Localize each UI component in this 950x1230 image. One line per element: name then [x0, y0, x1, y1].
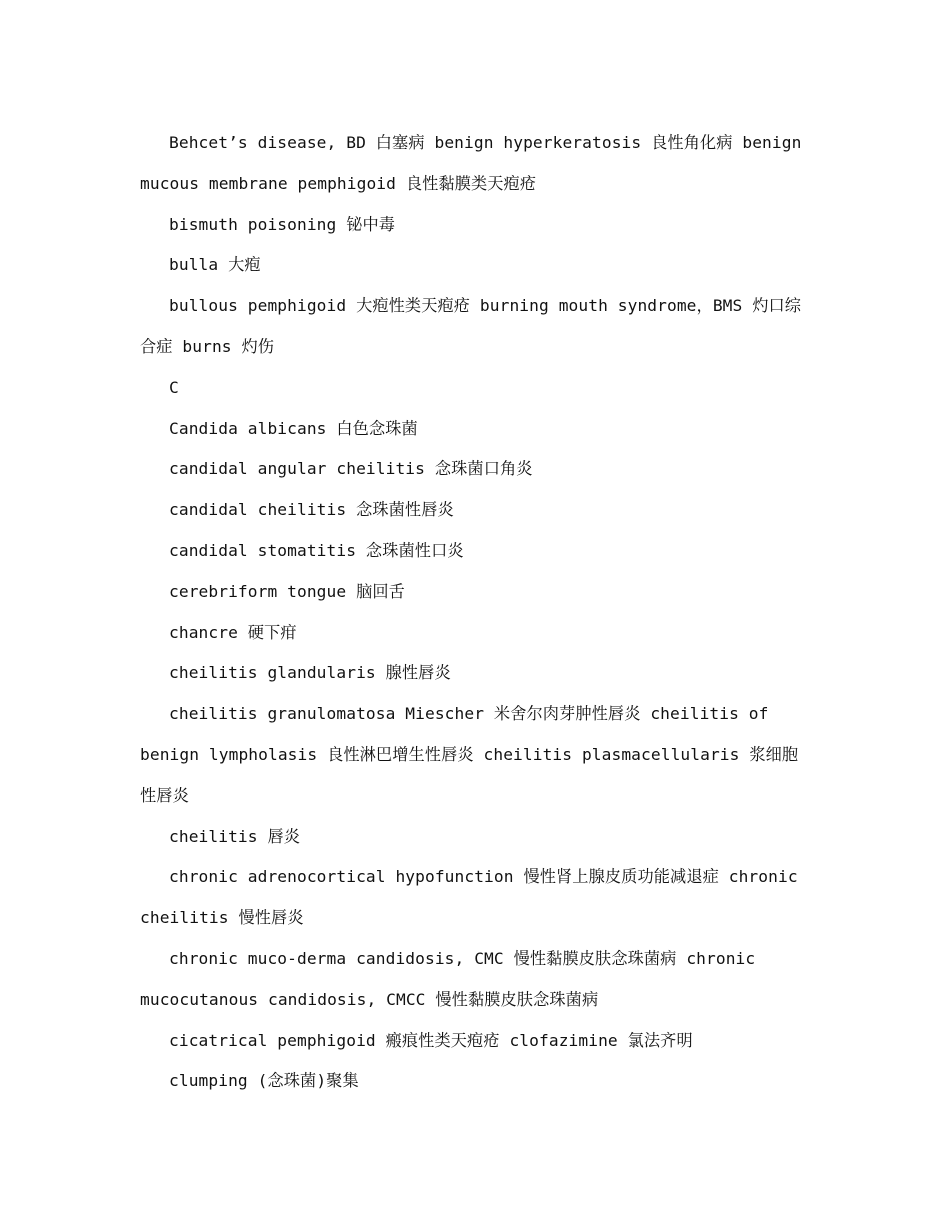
section-letter-heading: C — [169, 377, 179, 397]
glossary-paragraph: bismuth poisoning 铋中毒 — [169, 214, 396, 234]
glossary-paragraph: clumping (念珠菌)聚集 — [169, 1071, 359, 1091]
glossary-paragraph: cheilitis granulomatosa Miescher 米舍尔肉芽肿性唇炎 cheilitis of benign lympholasis 良性淋巴增生性唇炎 cheilitis plasmacellularis 浆细胞性唇炎 — [140, 704, 799, 805]
glossary-paragraph: Candida albicans 白色念珠菌 — [169, 418, 418, 438]
glossary-paragraph: candidal angular cheilitis 念珠菌口角炎 — [169, 459, 533, 479]
glossary-paragraph: chronic adrenocortical hypofunction 慢性肾上腺皮质功能减退症 chronic cheilitis 慢性唇炎 — [140, 867, 798, 928]
glossary-text — [140, 123, 810, 1102]
glossary-paragraph: bulla 大疱 — [169, 255, 261, 275]
glossary-paragraph: cerebriform tongue 脑回舌 — [169, 581, 405, 601]
glossary-paragraph: cheilitis glandularis 腺性唇炎 — [169, 663, 451, 683]
glossary-paragraph: cheilitis 唇炎 — [169, 826, 301, 846]
glossary-paragraph: cicatrical pemphigoid 瘢痕性类天疱疮 clofazimine 氯法齐明 — [169, 1030, 693, 1050]
glossary-paragraph: Behcet’s disease, BD 白塞病 benign hyperkeratosis 良性角化病 benign mucous membrane pemphigoid 良性黏膜类天疱疮 — [140, 133, 802, 193]
glossary-paragraph: candidal cheilitis 念珠菌性唇炎 — [169, 500, 454, 520]
glossary-paragraph: chronic muco-derma candidosis, CMC 慢性黏膜皮肤念珠菌病 chronic mucocutanous candidosis, CMCC 慢性黏膜皮肤念珠菌病 — [140, 948, 756, 1009]
glossary-paragraph: bullous pemphigoid 大疱性类天疱疮 burning mouth syndrome，BMS 灼口综合症 burns 灼伤 — [140, 296, 802, 356]
glossary-paragraph: candidal stomatitis 念珠菌性口炎 — [169, 540, 464, 560]
glossary-paragraph: chancre 硬下疳 — [169, 622, 297, 642]
